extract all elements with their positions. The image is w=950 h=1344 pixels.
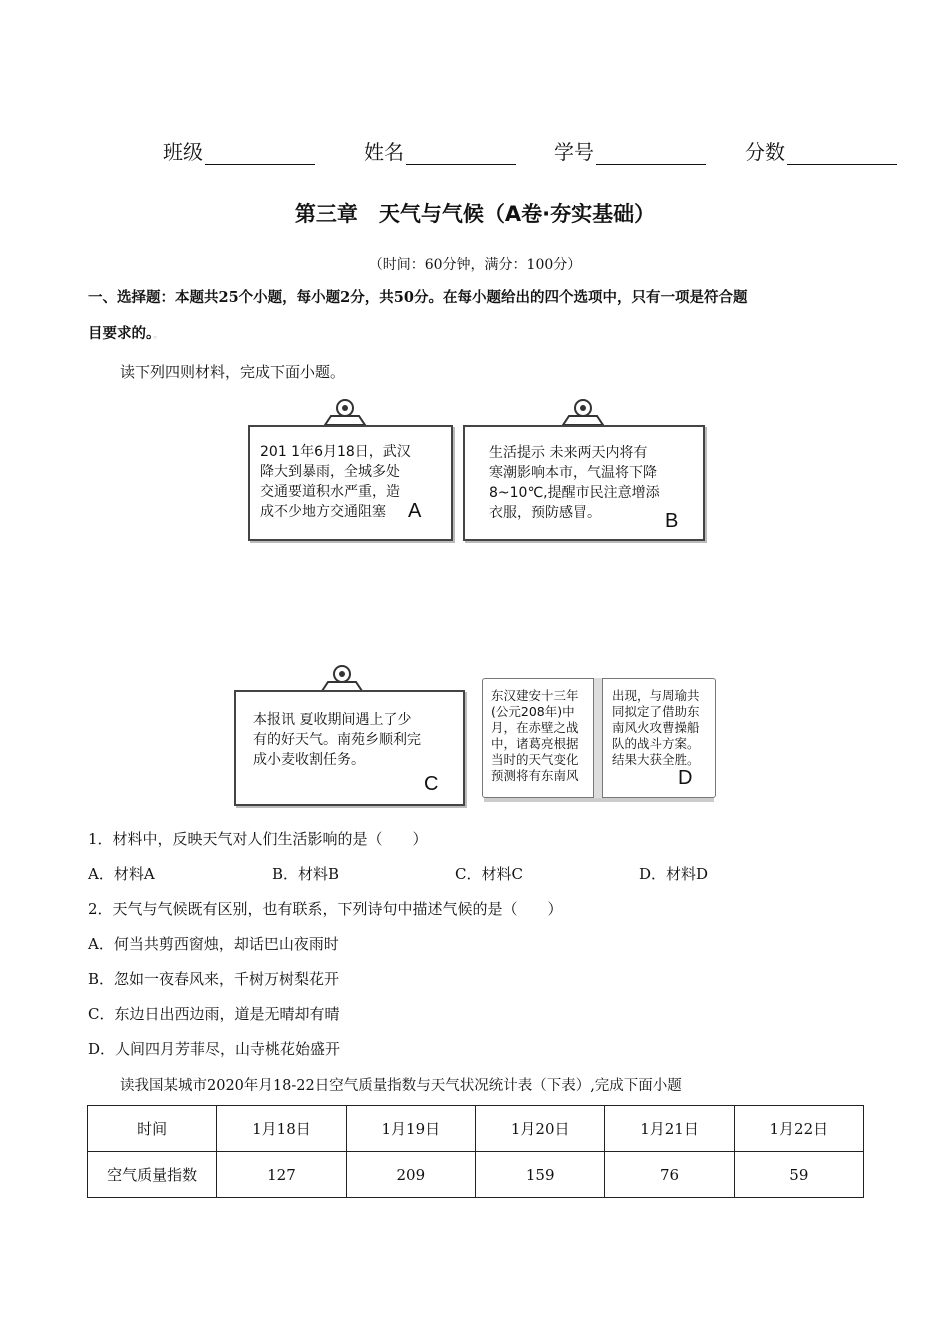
- material-d-left-text: 东汉建安十三年 (公元208年)中 月，在赤壁之战 中，诸葛亮根据 当时的天气变化 预测将有东南风: [491, 688, 579, 783]
- table-cell: 空气质量指数: [88, 1152, 217, 1198]
- name-field[interactable]: [364, 136, 516, 165]
- q2-option-c[interactable]: C．东边日出西边雨，道是无晴却有晴: [88, 1005, 340, 1023]
- material-d-right-text: 出现，与周瑜共 同拟定了借助东 南风火攻曹操船 队的战斗方案。 结果大获全胜。: [612, 688, 700, 767]
- q1-option-d[interactable]: D．材料D: [639, 865, 709, 883]
- student-id-field[interactable]: [554, 136, 706, 165]
- table-header-cell: 1月19日: [346, 1106, 475, 1152]
- clip-icon-c: [302, 662, 382, 692]
- section-instruction-line1: 一、选择题：本题共25个小题，每小题2分，共50分。在每小题给出的四个选项中，只有一项是符合题: [88, 289, 748, 306]
- class-field[interactable]: [163, 136, 315, 165]
- q1-option-c[interactable]: C．材料C: [455, 865, 523, 883]
- student-id-blank-line: [596, 142, 706, 165]
- material-c-letter: C: [424, 773, 439, 795]
- material-a-letter: A: [408, 500, 422, 522]
- question-1-stem: 1．材料中，反映天气对人们生活影响的是（ ）: [88, 830, 428, 848]
- student-info-row: [0, 136, 950, 166]
- table-cell: 127: [217, 1152, 346, 1198]
- material-c-text: 本报讯 夏收期间遇上了少 有的好天气。南苑乡顺利完 成小麦收割任务。: [253, 712, 421, 768]
- table-header-cell: 1月21日: [605, 1106, 734, 1152]
- material-a-text: 201 1年6月18日，武汉 降大到暴雨，全城多处 交通要道积水严重，造 成不少地方交通阻塞: [260, 444, 411, 520]
- material-book-d: [482, 678, 717, 804]
- table-cell: 159: [476, 1152, 605, 1198]
- score-label: 分数: [745, 140, 785, 164]
- table-intro: 读我国某城市2020年月18-22日空气质量指数与天气状况统计表（下表）,完成下面小题: [120, 1078, 682, 1094]
- table-header-row: [88, 1106, 864, 1152]
- table-row: [88, 1152, 864, 1198]
- q1-option-b[interactable]: B．材料B: [272, 865, 340, 883]
- material-card-c: [234, 690, 465, 806]
- table-cell: 209: [346, 1152, 475, 1198]
- book-spine: [593, 678, 603, 800]
- score-field[interactable]: [745, 136, 897, 165]
- q2-option-a[interactable]: A．何当共剪西窗烛，却话巴山夜雨时: [88, 935, 339, 953]
- clip-icon-b: [543, 396, 623, 426]
- table-header-cell: 1月20日: [476, 1106, 605, 1152]
- class-label: 班级: [163, 140, 203, 164]
- name-label: 姓名: [364, 140, 404, 164]
- material-b-letter: B: [665, 510, 679, 532]
- q1-option-a[interactable]: A．材料A: [88, 865, 155, 883]
- book-bottom-edge: [484, 798, 714, 802]
- section-instruction: [88, 280, 868, 354]
- exam-time-score: （时间：60分钟，满分：100分）: [368, 257, 582, 273]
- table-header-cell: 1月22日: [734, 1106, 863, 1152]
- q2-option-d[interactable]: D．人间四月芳菲尽，山寺桃花始盛开: [88, 1040, 341, 1058]
- table-cell: 59: [734, 1152, 863, 1198]
- score-blank-line: [787, 142, 897, 165]
- material-b-text: 生活提示 未来两天内将有 寒潮影响本市，气温将下降 8~10℃,提醒市民注意增添 衣服，预防感冒。: [489, 445, 660, 521]
- section-instruction-line2: 目要求的。。: [88, 325, 164, 342]
- student-id-label: 学号: [554, 140, 594, 164]
- table-header-cell: 1月18日: [217, 1106, 346, 1152]
- material-card-b: [463, 425, 705, 541]
- materials-intro: 读下列四则材料，完成下面小题。: [120, 363, 346, 381]
- table-header-cell: 时间: [88, 1106, 217, 1152]
- material-card-a: [248, 425, 453, 541]
- q2-option-b[interactable]: B．忽如一夜春风来，千树万树梨花开: [88, 970, 340, 988]
- page-title: 第三章 天气与气候（A卷·夯实基础）: [294, 202, 656, 226]
- question-2-stem: 2．天气与气候既有区别，也有联系，下列诗句中描述气候的是（ ）: [88, 900, 563, 918]
- clip-icon-a: [305, 396, 385, 426]
- table-cell: 76: [605, 1152, 734, 1198]
- name-blank-line: [406, 142, 516, 165]
- material-d-letter: D: [678, 767, 693, 789]
- air-quality-table: [87, 1105, 864, 1198]
- class-blank-line: [205, 142, 315, 165]
